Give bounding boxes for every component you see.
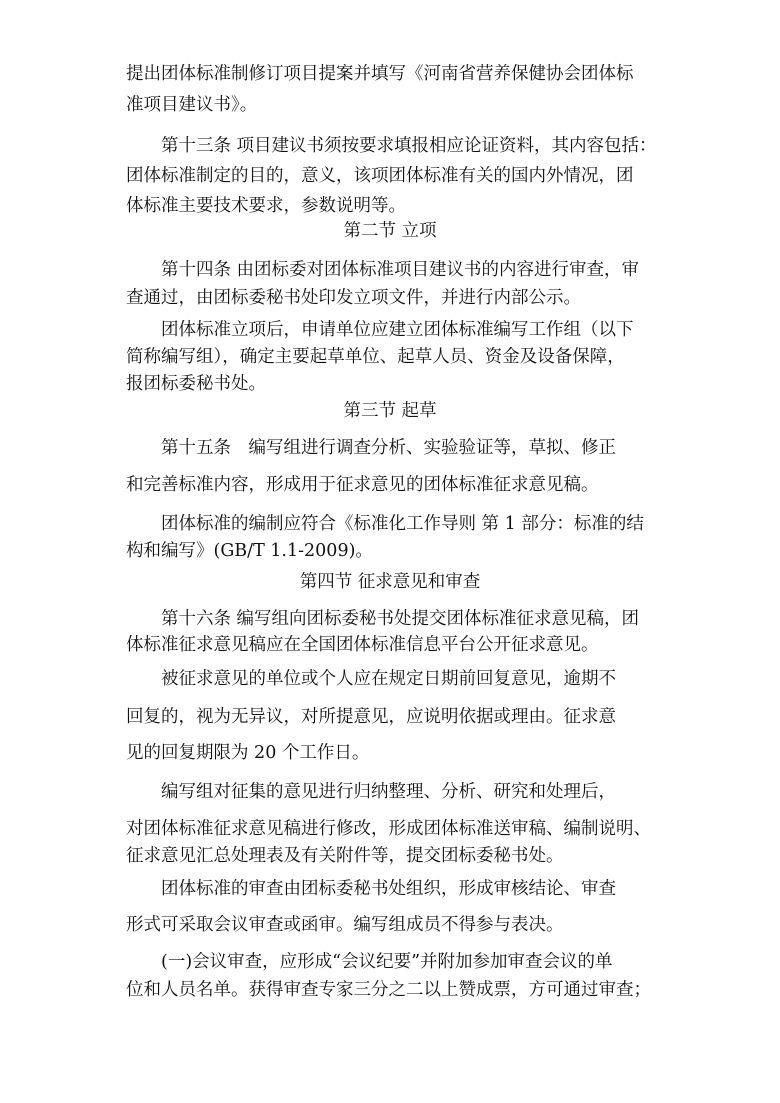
article-16-line: 第十六条 编写组向团标委秘书处提交团体标准征求意见稿，团 — [161, 609, 640, 629]
section-heading-4: 第四节 征求意见和审查 — [299, 572, 481, 592]
paragraph-line: 报团标委秘书处。 — [126, 374, 266, 394]
article-13-line: 团体标准制定的目的，意义，该项团体标准有关的国内外情况，团 — [126, 166, 634, 186]
paragraph-line: 征求意见汇总处理表及有关附件等，提交团标委秘书处。 — [126, 846, 564, 866]
paragraph-line: 对团体标准征求意见稿进行修改，形成团体标准送审稿、编制说明、 — [126, 819, 651, 839]
paragraph-line: 位和人员名单。获得审查专家三分之二以上赞成票，方可通过审查； — [126, 980, 651, 1000]
article-14-line: 第十四条 由团标委对团体标准项目建议书的内容进行审查，审 — [161, 260, 640, 280]
article-13-line: 体标准主要技术要求，参数说明等。 — [126, 196, 406, 216]
paragraph-line: 准项目建议书》。 — [126, 95, 258, 115]
article-14-line: 查通过，由团标委秘书处印发立项文件，并进行内部公示。 — [126, 288, 581, 308]
paragraph-line: 团体标准立项后，申请单位应建立团体标准编写工作组（以下 — [161, 320, 634, 340]
article-16-line: 体标准征求意见稿应在全国团体标准信息平台公开征求意见。 — [126, 635, 599, 655]
section-heading-3: 第三节 起草 — [343, 401, 437, 421]
paragraph-line: 和完善标准内容，形成用于征求意见的团体标准征求意见稿。 — [126, 475, 599, 495]
article-15-line: 第十五条 编写组进行调查分析、实验验证等，草拟、修正 — [161, 438, 616, 458]
paragraph-line: 编写组对征集的意见进行归纳整理、分析、研究和处理后， — [161, 782, 616, 802]
paragraph-line: 团体标准的编制应符合《标准化工作导则 第 1 部分：标准的结 — [161, 514, 644, 534]
paragraph-line: (一)会议审查，应形成“会议纪要”并附加参加审查会议的单 — [161, 952, 613, 972]
paragraph-line: 回复的，视为无异议，对所提意见，应说明依据或理由。征求意 — [126, 707, 616, 727]
paragraph-line: 见的回复期限为 20 个工作日。 — [126, 743, 370, 763]
article-13-line: 第十三条 项目建议书须按要求填报相应论证资料，其内容包括： — [161, 136, 657, 156]
paragraph-line: 构和编写》(GB/T 1.1-2009)。 — [126, 541, 373, 561]
section-heading-2: 第二节 立项 — [343, 221, 437, 241]
paragraph-line: 被征求意见的单位或个人应在规定日期前回复意见，逾期不 — [161, 669, 616, 689]
paragraph-line: 团体标准的审查由团标委秘书处组织，形成审核结论、审查 — [161, 879, 616, 899]
paragraph-line: 简称编写组），确定主要起草单位、起草人员、资金及设备保障， — [126, 347, 625, 367]
paragraph-line: 提出团体标准制修订项目提案并填写《河南省营养保健协会团体标 — [126, 64, 634, 84]
paragraph-line: 形式可采取会议审查或函审。编写组成员不得参与表决。 — [126, 915, 564, 935]
